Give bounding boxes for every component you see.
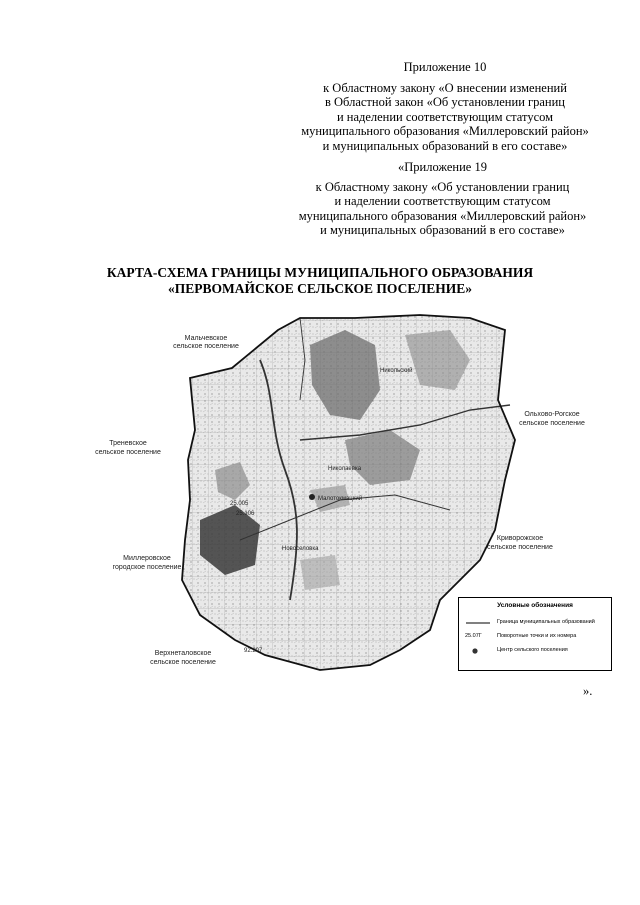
appendix-19-line: и наделении соответствующим статусом (334, 194, 551, 208)
label-malchevskoe-1: Мальчевское (184, 335, 228, 342)
appendix-19-line: и муниципальных образований в его составе» (320, 223, 565, 237)
appendix-10-line: муниципального образования «Миллеровский район» (301, 124, 589, 138)
appendix-19-line: к Областному закону «Об установлении границ (315, 179, 570, 194)
label-millerovskoe-1: Миллеровское (123, 555, 171, 562)
label-krivorozhskoe-1: Криворожское (496, 535, 544, 542)
settlement-center-marker-icon (309, 494, 315, 500)
label-verkhnetalovskoe-2: сельское поселение (150, 659, 216, 666)
label-millerovskoe-2: городское поселение (112, 564, 182, 571)
turning-point-label: 92.207 (244, 648, 263, 654)
boundary-line-icon (465, 618, 491, 628)
appendix-10-line: и муниципальных образований в его составе» (322, 138, 568, 153)
label-olkhovo-rogskoe-1: Ольхово-Рогское (524, 411, 580, 418)
closing-mark: ». (583, 684, 593, 698)
label-olkhovo-rogskoe-2: сельское поселение (519, 420, 585, 427)
label-treninskoe-1: Треневское (109, 440, 147, 447)
label-malchevskoe-2: сельское поселение (173, 343, 239, 350)
appendix-10-line: и наделении соответствующим статусом (336, 109, 554, 124)
label-treninskoe-2: сельское поселение (95, 449, 161, 456)
legend-item-center (463, 646, 609, 656)
label-nikolaevka: Николаевка (328, 466, 362, 472)
legend-item-text: Центр сельского поселения (497, 647, 568, 653)
appendix-19-line: муниципального образования «Миллеровский район» (298, 208, 587, 223)
appendix-19-title: «Приложение 19 (398, 160, 487, 174)
appendix-10-title: Приложение 10 (403, 60, 487, 74)
label-novoselovka: Новоселовка (282, 546, 319, 552)
legend-item-points (463, 632, 609, 642)
title-line-1: КАРТА-СХЕМА ГРАНИЦЫ МУНИЦИПАЛЬНОГО ОБРАЗОВАНИЯ (106, 265, 534, 280)
legend-item-boundary (463, 618, 609, 628)
label-nikolsky: Никольский (380, 368, 413, 374)
center-marker-icon (465, 646, 491, 656)
label-malotokmatsky: Малотокмацкий (318, 496, 363, 502)
legend-title: Условные обозначения (497, 602, 573, 609)
turning-point-label: 25.005 (230, 501, 249, 507)
legend-item-text: Поворотные точки и их номера (497, 633, 577, 639)
map-legend (458, 597, 612, 671)
label-krivorozhskoe-2: сельское поселение (487, 544, 553, 551)
label-verkhnetalovskoe-1: Верхнеталовское (154, 650, 212, 657)
legend-item-text: Граница муниципальных образований (497, 619, 595, 625)
appendix-10-line: к Областному закону «О внесении изменений (323, 80, 567, 95)
legend-point-symbol: 25.07Г (465, 633, 482, 639)
turning-point-label: 25.106 (236, 511, 255, 517)
title-line-2: «ПЕРВОМАЙСКОЕ СЕЛЬСКОЕ ПОСЕЛЕНИЕ» (168, 281, 472, 296)
appendix-10-line: в Областной закон «Об установлении границ (324, 95, 565, 109)
